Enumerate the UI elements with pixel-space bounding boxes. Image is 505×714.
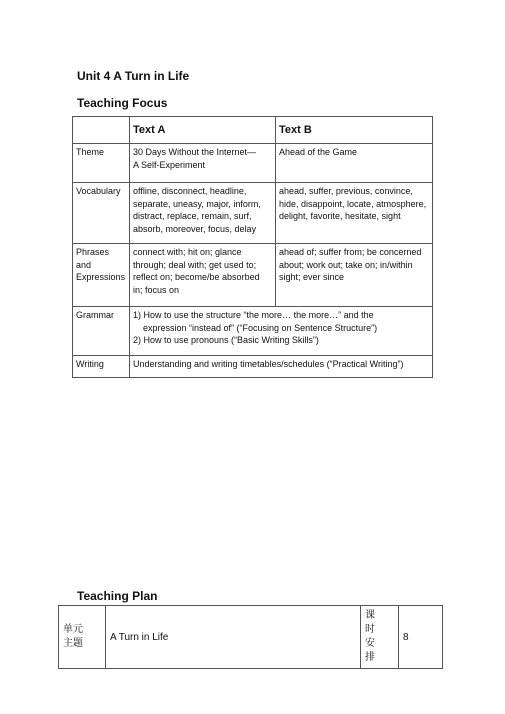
table-row-grammar — [73, 307, 433, 356]
phrases-label-line2: Expressions — [76, 272, 126, 282]
vocab-b-line: hide, disappoint, locate, atmosphere, — [279, 198, 427, 209]
vocab-a-line: offline, disconnect, headline, — [133, 186, 247, 196]
unit-theme-label-line1: 单元 — [63, 624, 83, 635]
writing-content: Understanding and writing timetables/schedules (“Practical Writing”) — [130, 356, 433, 378]
class-hours-label-line2: 安 排 — [365, 638, 379, 663]
teaching-focus-table — [72, 116, 433, 378]
phrases-b-line: about; work out; take on; in/within — [279, 259, 413, 270]
vocab-a-line: separate, uneasy, major, inform, — [133, 198, 261, 209]
phrases-a-line: through; deal with; get used to; — [133, 259, 257, 270]
phrases-a-line: reflect on; become/be absorbed — [133, 272, 260, 282]
header-blank — [73, 117, 130, 144]
grammar-line1: 1) How to use the structure “the more… the more…” and the — [133, 310, 374, 320]
row-label-phrases — [73, 244, 130, 307]
unit-theme-label-line2: 主题 — [63, 638, 83, 649]
vocab-a-line: distract, replace, remain, surf, — [133, 211, 252, 221]
phrases-b-line: ahead of; suffer from; be concerned — [279, 247, 422, 257]
class-hours-label — [361, 606, 399, 669]
unit-theme-value: A Turn in Life — [106, 606, 361, 669]
grammar-line2: expression “instead of” (“Focusing on Sentence Structure”) — [143, 322, 378, 333]
table-row-writing — [73, 356, 433, 378]
theme-text-b: Ahead of the Game — [276, 144, 433, 183]
unit-title: Unit 4 A Turn in Life — [77, 69, 190, 83]
unit-theme-label — [59, 606, 106, 669]
class-hours-value: 8 — [399, 606, 443, 669]
vocabulary-text-b — [276, 183, 433, 244]
teaching-focus-heading: Teaching Focus — [77, 96, 168, 110]
teaching-plan-table — [58, 605, 443, 669]
header-text-b: Text B — [276, 117, 433, 144]
row-label-vocabulary: Vocabulary — [73, 183, 130, 244]
theme-a-line2: A Self-Experiment — [133, 159, 206, 170]
header-text-a: Text A — [130, 117, 276, 144]
phrases-a-line: in; focus on — [133, 284, 180, 295]
vocab-a-line: absorb, moreover, focus, delay — [133, 223, 257, 234]
table-row-theme — [73, 144, 433, 183]
grammar-content — [130, 307, 433, 356]
row-label-grammar: Grammar — [73, 307, 130, 356]
class-hours-label-line1: 课 时 — [365, 610, 379, 635]
phrases-a-line: connect with; hit on; glance — [133, 247, 242, 257]
table-row-phrases — [73, 244, 433, 307]
phrases-b-line: sight; ever since — [279, 272, 345, 282]
vocabulary-text-a — [130, 183, 276, 244]
vocab-b-line: delight, favorite, hesitate, sight — [279, 211, 401, 221]
phrases-text-b — [276, 244, 433, 307]
row-label-theme: Theme — [73, 144, 130, 183]
phrases-text-a — [130, 244, 276, 307]
vocab-b-line: ahead, suffer, previous, convince, — [279, 186, 413, 196]
table-header-row — [73, 117, 433, 144]
row-label-writing: Writing — [73, 356, 130, 378]
grammar-line3: 2) How to use pronouns (“Basic Writing Skills”) — [133, 335, 319, 345]
phrases-label-line1: Phrases and — [76, 247, 110, 270]
theme-text-a — [130, 144, 276, 183]
table-row — [59, 606, 443, 669]
teaching-plan-heading: Teaching Plan — [77, 589, 158, 603]
table-row-vocabulary — [73, 183, 433, 244]
theme-a-line1: 30 Days Without the Internet— — [133, 147, 257, 157]
